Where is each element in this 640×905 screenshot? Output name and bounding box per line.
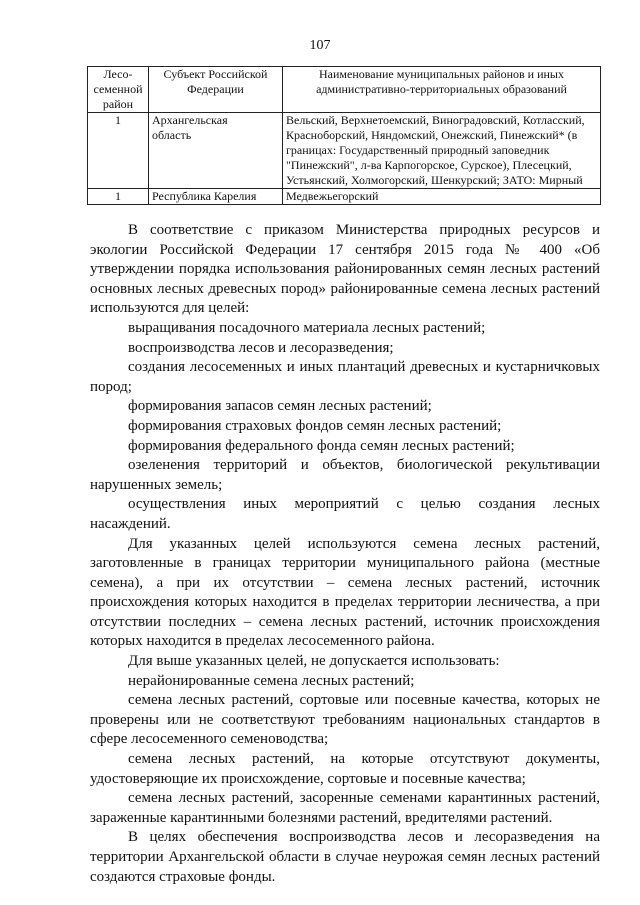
list-item: формирования федерального фонда семян лесных растений; xyxy=(128,437,515,454)
cell-subject: Архангельская область xyxy=(149,113,283,189)
cell-district: 1 xyxy=(88,113,149,189)
paragraph: Для выше указанных целей, не допускается использовать: xyxy=(128,653,500,670)
cell-municipalities: Медвежьегорский xyxy=(283,189,601,205)
table-header-row xyxy=(88,67,601,113)
table-row xyxy=(88,113,601,189)
list-item: воспроизводства лесов и лесоразведения; xyxy=(128,339,394,356)
list-item: выращивания посадочного материала лесных растений; xyxy=(128,319,486,336)
page-number: 107 xyxy=(309,38,331,53)
list-item: нерайонированные семена лесных растений; xyxy=(128,672,415,689)
header-municipalities: Наименование муниципальных районов и иных административно-территориальных образований xyxy=(283,67,601,113)
list-item: семена лесных растений, на которые отсутствуют документы, удостоверяющие их происхождение, сортовые и посевные качества; xyxy=(90,751,600,787)
cell-municipalities: Вельский, Верхнетоемский, Виноградовский, Котласский, Красноборский, Няндомский, Онежский, Пинежский* (в границах: Государственный природный заповедник "Пинежский", л-ва Карпогорское, Сурское), Плесецкий, Устьянский, Холмогорский, Шенкурский; ЗАТО: Мирный xyxy=(283,113,601,189)
list-item: формирования страховых фондов семян лесных растений; xyxy=(128,417,502,434)
cell-subject: Республика Карелия xyxy=(149,189,283,205)
list-item: создания лесосеменных и иных плантаций древесных и кустарничковых пород; xyxy=(90,359,600,395)
paragraph: Для указанных целей используются семена лесных растений, заготовленные в границах территории муниципального района (местные семена), а при их отсутствии – семена лесных растений, источник происхождения которых находится в пределах территории лесничества, а при отсутствии последних – семена лесных растений, источник происхождения которых находится в пределах лесосеменного района. xyxy=(90,535,600,650)
list-item: семена лесных растений, сортовые или посевные качества, которых не проверены или не соответствуют требованиям национальных стандартов в сфере лесосеменного семеноводства; xyxy=(90,692,600,748)
paragraph: В соответствие с приказом Министерства природных ресурсов и экологии Российской Федерации 17 сентября 2015 года № 400 «Об утверждении порядка использования районированных семян лесных растений основных лесных древесных пород» районированные семена лесных растений используются для целей: xyxy=(90,222,600,317)
list-item: озеленения территорий и объектов, биологической рекультивации нарушенных земель; xyxy=(90,457,600,493)
list-item: осуществления иных мероприятий с целью создания лесных насаждений. xyxy=(90,496,600,532)
list-item: семена лесных растений, засоренные семенами карантинных растений, зараженные карантинными болезнями растений, вредителями растений. xyxy=(90,790,600,826)
paragraph: В целях обеспечения воспроизводства лесов и лесоразведения на территории Архангельской области в случае неурожая семян лесных растений создаются страховые фонды. xyxy=(90,829,600,885)
header-subject: Субъект Российской Федерации xyxy=(149,67,283,113)
list-item: формирования запасов семян лесных растений; xyxy=(128,398,432,415)
document-body xyxy=(90,221,600,887)
table-row xyxy=(88,189,601,205)
cell-district: 1 xyxy=(88,189,149,205)
seed-district-table xyxy=(87,66,601,205)
header-district: Лесо- семенной район xyxy=(88,67,149,113)
